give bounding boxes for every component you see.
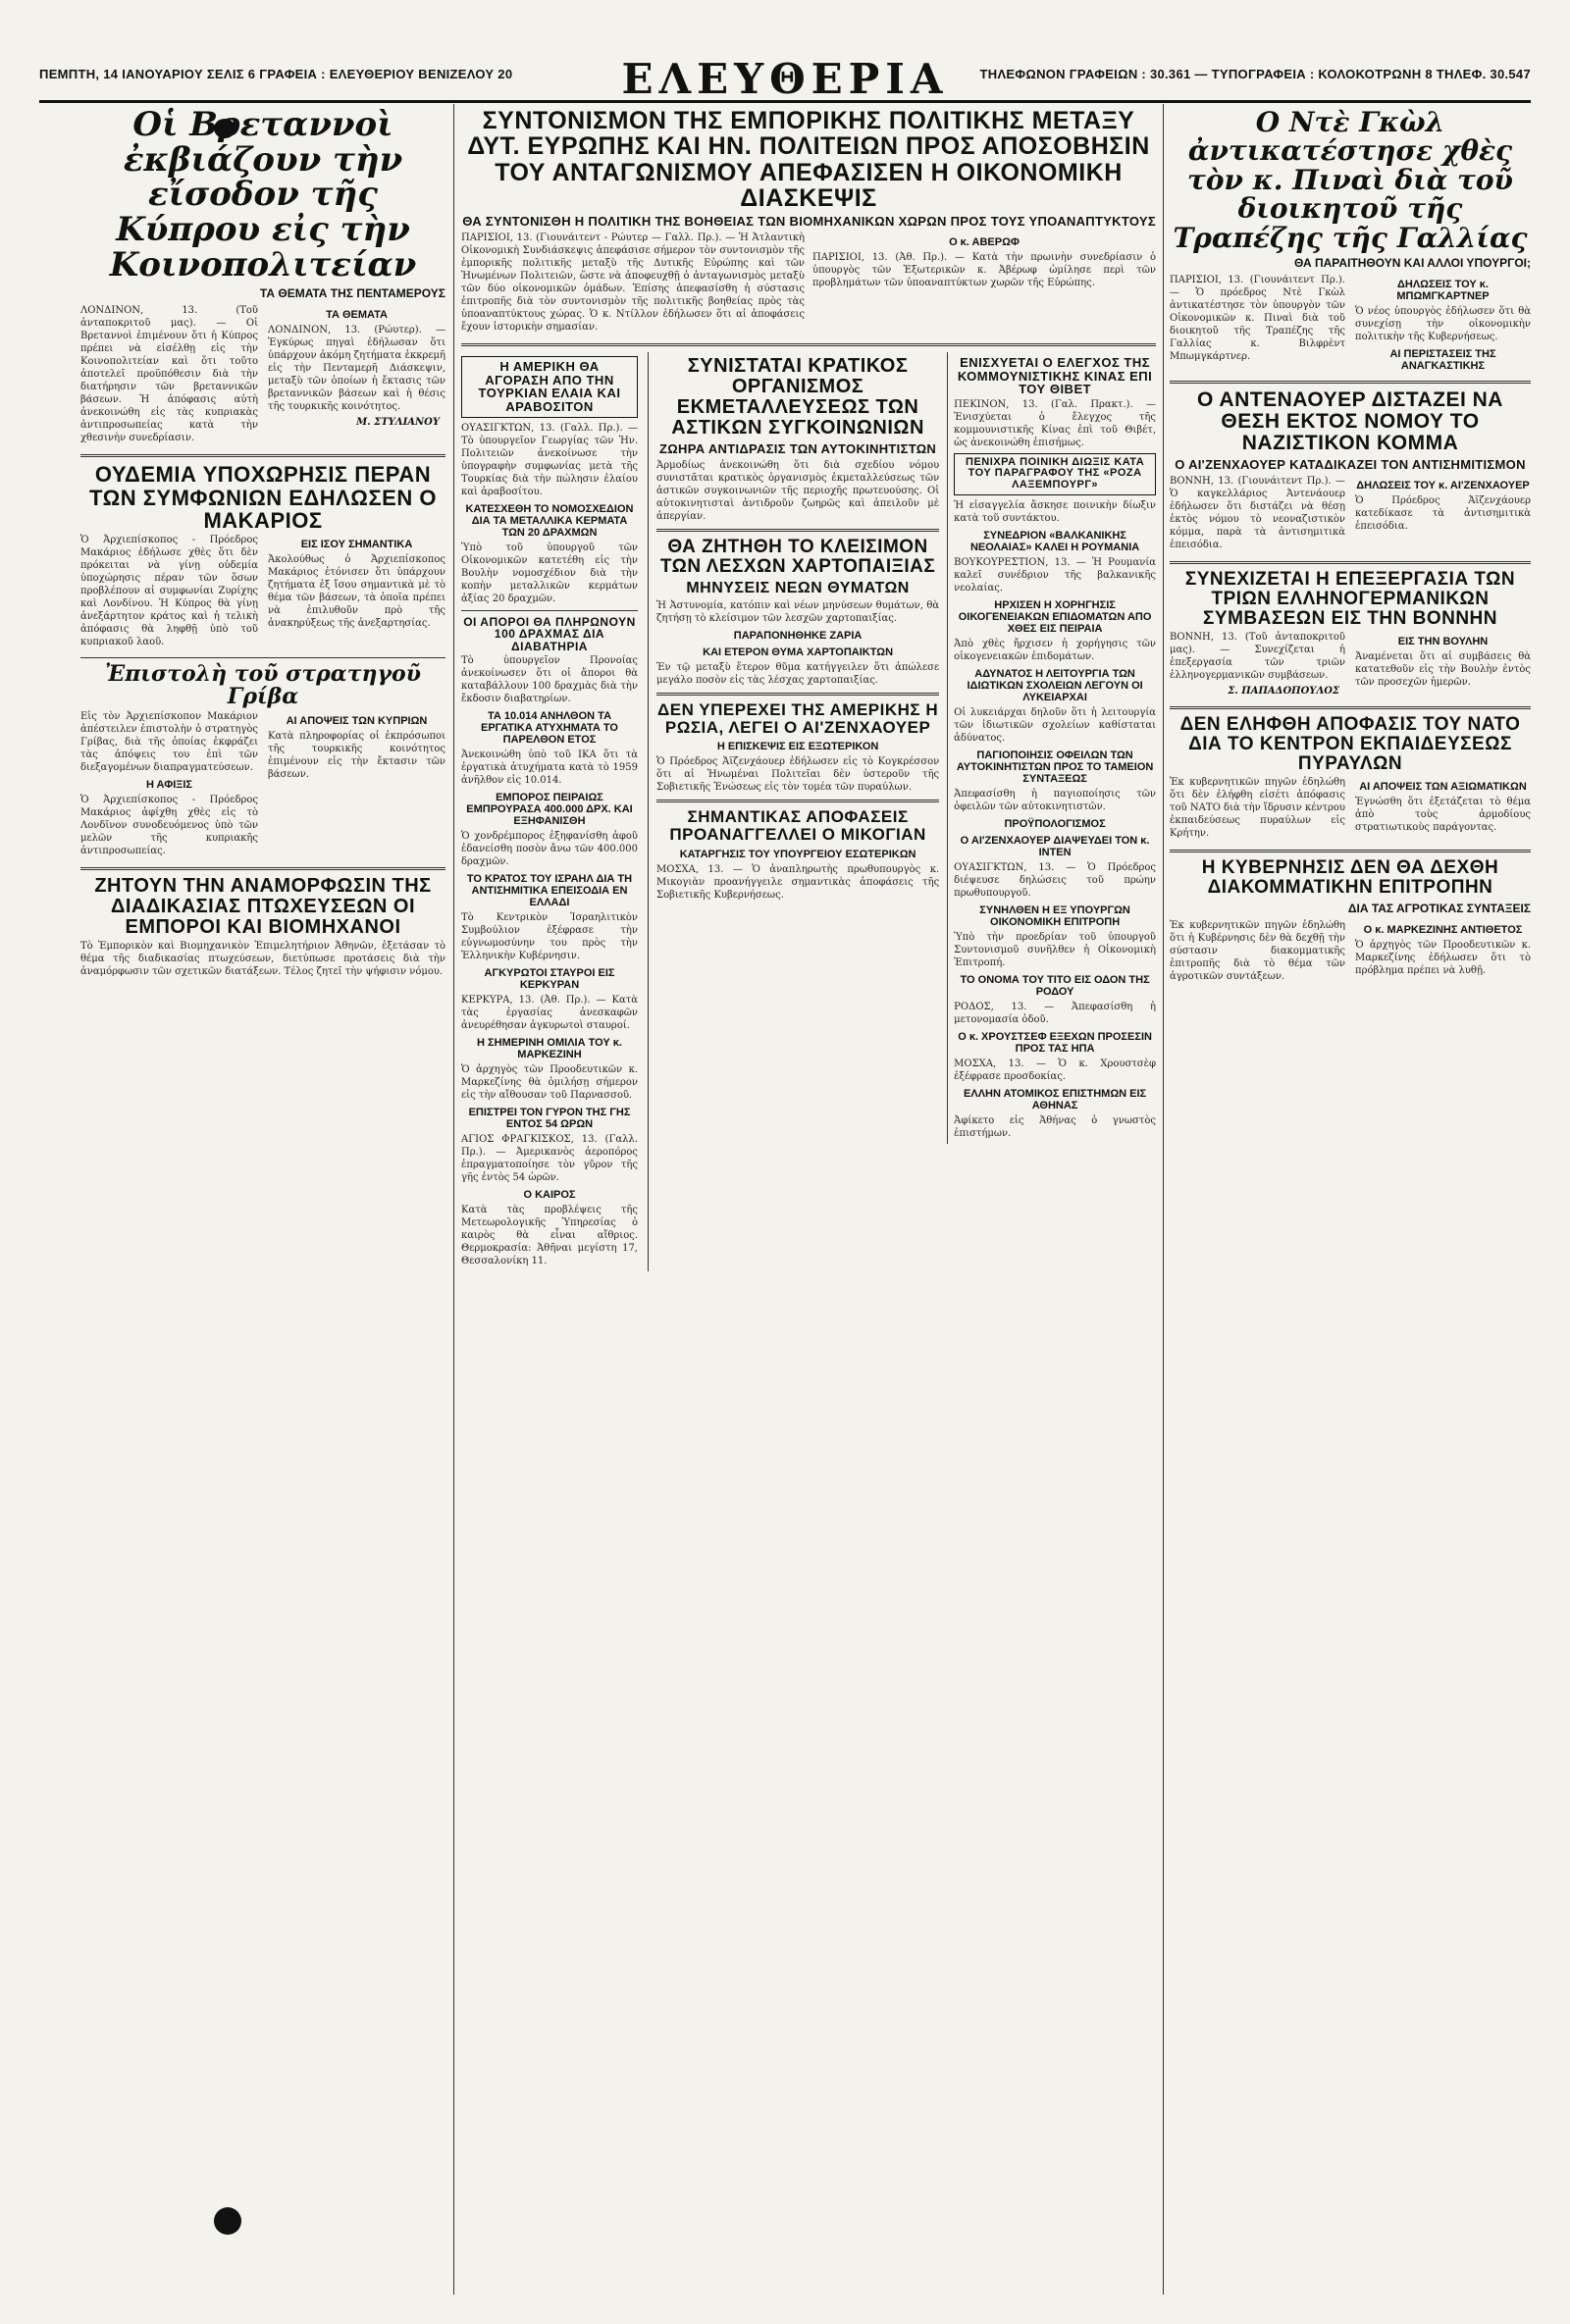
subhead-drivers: ΖΩΗΡΑ ΑΝΤΙΔΡΑΣΙΣ ΤΩΝ ΑΥΤΟΚΙΝΗΤΙΣΤΩΝ [659, 441, 937, 456]
article-makarios-body [80, 534, 445, 652]
subheading: ΤΟ ΚΡΑΤΟΣ ΤΟΥ ΙΣΡΑΗΛ ΔΙΑ ΤΗ ΑΝΤΙΣΗΜΙΤΙΚΑ ΕΠΕΙΣΟΔΙΑ ΕΝ ΕΛΛΑΔΙ [466, 873, 633, 909]
subhead-ministers: ΘΑ ΠΑΡΑΙΤΗΘΟΥΝ ΚΑΙ ΑΛΛΟΙ ΥΠΟΥΡΓΟΙ; [1293, 255, 1531, 270]
subheading: Ο κ. ΑΒΕΡΩΦ [949, 236, 1020, 248]
paragraph: Τὸ Κεντρικὸν Ἰσραηλιτικὸν Συμβούλιον ἐξέφρασε τὴν εὐγνωμοσύνην του πρὸς τὴν Ἑλληνικὴν Κυβέρνησιν. [461, 912, 638, 962]
paragraph: Ἀφίκετο εἰς Ἀθήνας ὁ γνωστὸς ἐπιστήμων. [954, 1114, 1156, 1139]
headline-adenauer: Ο ΑΝΤΕΝΑΟΥΕΡ ΔΙΣΤΑΖΕΙ ΝΑ ΘΕΣΗ ΕΚΤΟΣ ΝΟΜΟΥ ΤΟ ΝΑΖΙΣΤΙΚΟΝ ΚΟΜΜΑ [1197, 387, 1503, 455]
paragraph: Ὁ ἀρχηγὸς τῶν Προοδευτικῶν κ. Μαρκεζίνης θὰ ὁμιλήσῃ σήμερον εἰς τὴν αἴθουσαν τοῦ Παρνασσοῦ. [461, 1064, 638, 1102]
article-de-gaulle-body [1170, 274, 1531, 375]
subheading: Ο ΚΑΙΡΟΣ [523, 1189, 576, 1202]
paragraph: ΡΟΔΟΣ, 13. — Ἀπεφασίσθη ἡ μετονομασία ὁδοῦ. [954, 1001, 1156, 1025]
paragraph: Τὸ ὑπουργεῖον Προνοίας ἀνεκοίνωσεν ὅτι οἱ ἄποροι θὰ καταβάλλουν 100 δραχμὰς διὰ τὴν ἔκδοσιν διαβατηρίων. [461, 655, 638, 705]
paragraph: Ὑπὸ τὴν προεδρίαν τοῦ ὑπουργοῦ Συντονισμοῦ συνῆλθεν ἡ Οἰκονομικὴ Ἐπιτροπή. [954, 931, 1156, 968]
headline-cross-party-committee: Η ΚΥΒΕΡΝΗΣΙΣ ΔΕΝ ΘΑ ΔΕΧΘΗ ΔΙΑΚΟΜΜΑΤΙΚΗΝ ΕΠΙΤΡΟΠΗΝ [1201, 856, 1499, 898]
subheading: ΣΥΝΗΛΘΕΝ Η ΕΞ ΥΠΟΥΡΓΩΝ ΟΙΚΟΝΟΜΙΚΗ ΕΠΙΤΡΟΠΗ [979, 904, 1130, 928]
paragraph: Ἀκολούθως ὁ Ἀρχιεπίσκοπος Μακάριος ἐτόνισεν ὅτι ὑπάρχουν ζητήματα ἐξ ἴσου σημαντικὰ μὲ τὸ θέμα τῶν βάσεων, τὰ ὁποῖα πρέπει νὰ ἐπιλυθοῦν πρὸ τῆς ἀνακηρύξεως τῆς ἀνεξαρτησίας. [268, 553, 445, 629]
center-column [461, 104, 1156, 2295]
column-divider [453, 104, 454, 2295]
subheading: ΤΑ ΘΕΜΑΤΑ [326, 309, 388, 322]
byline: Σ. ΠΑΠΑΔΟΠΟΥΛΟΣ [1228, 685, 1339, 697]
paragraph: ΒΟΝΝΗ, 13. (Τοῦ ἀνταποκριτοῦ μας). — Συνεχίζεται ἡ ἐπεξεργασία τῶν τριῶν ἑλληνογερμανικῶν συμβάσεων. [1170, 631, 1345, 681]
subheading: ΔΗΛΩΣΕΙΣ ΤΟΥ κ. ΜΠΩΜΓΚΑΡΤΝΕΡ [1396, 278, 1490, 302]
article-agreements-body [1170, 631, 1531, 700]
headline-cyprus: Οἱ Βρεταννοὶ ἐκβιάζουν τὴν εἴσοδον τῆς Κύπρου εἰς τὴν Κοινοπολιτείαν [109, 105, 417, 284]
article-nato-body [1170, 776, 1531, 844]
paragraph: Ἀναμένεται ὅτι αἱ συμβάσεις θὰ κατατεθοῦν εἰς τὴν Βουλὴν ἐντὸς τῶν προσεχῶν ἡμερῶν. [1355, 650, 1531, 688]
headline-bankruptcy: ΖΗΤΟΥΝ ΤΗΝ ΑΝΑΜΟΡΦΩΣΙΝ ΤΗΣ ΔΙΑΔΙΚΑΣΙΑΣ ΠΤΩΧΕΥΣΕΩΝ ΟΙ ΕΜΠΟΡΟΙ ΚΑΙ ΒΙΟΜΗΧΑΝΟΙ [94, 874, 432, 938]
separator [656, 529, 939, 532]
paragraph: Κατὰ πληροφορίας οἱ ἐκπρόσωποι τῆς τουρκικῆς κοινότητος ἐπιμένουν εἰς τὴν ἔκτασιν τῶν βάσεων. [268, 730, 445, 780]
paragraph: Κατὰ τὰς προβλέψεις τῆς Μετεωρολογικῆς Ὑπηρεσίας ὁ καιρὸς θὰ εἶναι αἴθριος. Θερμοκρασία: Ἀθῆναι μεγίστη 17, Θεσσαλονίκη 11. [461, 1205, 638, 1267]
separator [656, 693, 939, 696]
paragraph: ΜΟΣΧΑ, 13. — Ὁ ἀναπληρωτὴς πρωθυπουργὸς κ. Μικογιὰν προανήγγειλε σημαντικὰς ἀποφάσεις τῆς Σοβιετικῆς Κυβερνήσεως. [656, 864, 940, 902]
paragraph: Εἰς τὸν Ἀρχιεπίσκοπον Μακάριον ἀπέστειλεν ἐπιστολὴν ὁ στρατηγὸς Γρίβας, διὰ τῆς ὁποίας ἐκφράζει τὰς ἀπόψεις του ἐπὶ τῶν διεξαγομένων διαπραγματεύσεων. [80, 710, 258, 773]
paragraph: Ὁ Πρόεδρος Ἀϊζενχάουερ κατεδίκασε τὰ ἀντισημιτικὰ ἐπεισόδια. [1355, 495, 1531, 533]
subheading: Ο ΑΙ'ΖΕΝΧΑΟΥΕΡ ΔΙΑΨΕΥΔΕΙ ΤΟΝ κ. ΙΝΤΕΝ [960, 834, 1150, 858]
separator [1170, 381, 1531, 384]
masthead-rule [39, 100, 1531, 103]
paragraph: Ἐγνώσθη ὅτι ἐξετάζεται τὸ θέμα ἀπὸ τοὺς ἀρμοδίους στρατιωτικοὺς παράγοντας. [1355, 796, 1531, 833]
paragraph: Ἐκ κυβερνητικῶν πηγῶν ἐδηλώθη ὅτι δὲν ἐλήφθη εἰσέτι ἀπόφασις τοῦ ΝΑΤΟ διὰ τὴν ἵδρυσιν κέντρου ἐκπαιδεύσεως πυραύλων εἰς Κρήτην. [1170, 776, 1345, 839]
paragraph: ΛΟΝΔΙΝΟΝ, 13. (Τοῦ ἀνταποκριτοῦ μας). — Οἱ Βρεταννοὶ ἐπιμένουν ὅτι ἡ Κύπρος πρέπει νὰ εἰσέλθῃ εἰς τὴν Κοινοπολιτείαν καὶ ὅτι τοῦτο ἀποτελεῖ προϋπόθεσιν διὰ τὴν διατήρησιν τῶν βρεταννικῶν βάσεων. Ἡ ἀπόφασις αὐτὴ ἀνεκοινώθη εἰς τὰς κυπριακὰς ἀντιπροσωπείας κατὰ τὴν χθεσινὴν συνεδρίασιν. [80, 305, 258, 444]
paragraph: Οἱ λυκειάρχαι δηλοῦν ὅτι ἡ λειτουργία τῶν ἰδιωτικῶν σχολείων καθίσταται ἀδύνατος. [954, 706, 1156, 744]
paragraph: Ὁ Ἀρχιεπίσκοπος - Πρόεδρος Μακάριος ἐδήλωσε χθὲς ὅτι δὲν πρόκειται νὰ γίνῃ οὐδεμία ὑποχώρησις πέραν τῶν ὅσων προβλέπουν αἱ συμφωνίαι Ζυρίχης καὶ Λονδίνου. Ἡ Κύπρος θὰ γίνῃ ἀνεξάρτητον κράτος καὶ ἡ τελικὴ ἀπόφασις θὰ ληφθῇ ὑπὸ τοῦ κυπριακοῦ λαοῦ. [80, 534, 258, 647]
subheading: ΕΠΙΣΤΡΕΙ ΤΟΝ ΓΥΡΟΝ ΤΗΣ ΓΗΣ ΕΝΤΟΣ 54 ΩΡΩΝ [468, 1107, 631, 1131]
article-committee-body [1170, 919, 1531, 987]
separator [80, 867, 445, 870]
paragraph: Ἐν τῷ μεταξὺ ἕτερον θῦμα κατήγγειλεν ὅτι ἀπώλεσε μεγάλο ποσὸν εἰς τὰς λέσχας χαρτοπαιξίας. [656, 661, 940, 686]
paragraph: ΜΟΣΧΑ, 13. — Ὁ κ. Χρουστσὲφ ἐξέφρασε προσδοκίας. [954, 1058, 1156, 1082]
headline-rosa: ΠΕΝΙΧΡΑ ΠΟΙΝΙΚΗ ΔΙΩΞΙΣ ΚΑΤΑ ΤΟΥ ΠΑΡΑΓΡΑΦΟΥ ΤΗΣ «ΡΟΖΑ ΛΑΞΕΜΠΟΥΡΓ» [954, 453, 1156, 495]
subheading: ΑΙ ΑΠΟΨΕΙΣ ΤΩΝ ΚΥΠΡΙΩΝ [286, 714, 428, 727]
separator [461, 610, 638, 611]
masthead-phones: ΤΗΛΕΦΩΝΟΝ ΓΡΑΦΕΙΩΝ : 30.361 — ΤΥΠΟΓΡΑΦΕΙΑ : ΚΟΛΟΚΟΤΡΩΝΗ 8 ΤΗΛΕΦ. 30.547 [979, 67, 1531, 81]
paragraph: Ἀρμοδίως ἀνεκοινώθη ὅτι διὰ σχεδίου νόμου συνιστᾶται κρατικὸς ὀργανισμὸς ἐκμεταλλεύσεως τῶν ἀστικῶν συγκοινωνιῶν τῆς περιοχῆς πρωτευούσης. Οἱ αὐτοκινητισταὶ ἀντιδροῦν ζωηρῶς καὶ ἀπειλοῦν μὲ ἀπεργίαν. [656, 460, 940, 522]
headline-de-gaulle: Ο Ντὲ Γκὼλ ἀντικατέστησε χθὲς τὸν κ. Πιναὶ διὰ τοῦ διοικητοῦ τῆς Τραπέζης τῆς Γαλλίας [1173, 106, 1528, 254]
subheading: ΠΡΟΫΠΟΛΟΓΙΣΜΟΣ [1004, 817, 1106, 830]
center-main-right [947, 352, 1156, 1144]
paragraph: ΟΥΑΣΙΓΚΤΩΝ, 13. — Ὁ Πρόεδρος διέψευσε δηλώσεις τοῦ πρώην πρωθυπουργοῦ. [954, 861, 1156, 899]
paragraph: ΒΟΝΝΗ, 13. (Γιουνάιτεντ Πρ.). — Ὁ καγκελλάριος Ἀντενάουερ ἐδήλωσεν ὅτι διστάζει νὰ θέσῃ ἐκτὸς νόμου τὸ νεοναζιστικὸν κόμμα, παρὰ τὰ ἀντισημιτικὰ ἐπεισόδια. [1170, 476, 1345, 551]
separator [461, 343, 1156, 346]
paragraph: Τὸ Ἐμπορικὸν καὶ Βιομηχανικὸν Ἐπιμελητήριον Ἀθηνῶν, ἐξετάσαν τὸ θέμα τῆς διαδικασίας πτωχεύσεων, διετύπωσε προτάσεις διὰ τὴν ἀναμόρφωσιν τῶν σχετικῶν διατάξεων. Τέλος ζητεῖ τὴν ψήφισιν νόμου. [80, 940, 445, 977]
paragraph: Ἀπεφασίσθη ἡ παγιοποίησις τῶν ὀφειλῶν τῶν αὐτοκινητιστῶν. [954, 788, 1156, 812]
center-sidebar [461, 352, 638, 1271]
subheading: ΕΙΣ ΙΣΟΥ ΣΗΜΑΝΤΙΚΑ [300, 538, 413, 550]
column-divider [1163, 104, 1164, 2295]
subheading: ΣΥΝΕΔΡΙΟΝ «ΒΑΛΚΑΝΙΚΗΣ ΝΕΟΛΑΙΑΣ» ΚΑΛΕΙ Η ΡΟΥΜΑΝΙΑ [969, 529, 1140, 553]
separator [1170, 706, 1531, 709]
subheading: ΚΑΙ ΕΤΕΡΟΝ ΘΥΜΑ ΧΑΡΤΟΠΑΙΚΤΩΝ [703, 646, 894, 658]
headline-gambling-clubs: ΘΑ ΖΗΤΗΘΗ ΤΟ ΚΛΕΙΣΙΜΟΝ ΤΩΝ ΛΕΣΧΩΝ ΧΑΡΤΟΠΑΙΞΙΑΣ [659, 537, 936, 577]
center-main-left [656, 352, 939, 1144]
paragraph: ΠΑΡΙΣΙΟΙ, 13. (Γιουνάιτεντ - Ρώυτερ — Γαλλ. Πρ.). — Ἡ Ἀτλαντικὴ Οἰκονομικὴ Συνδιάσκεψις ἀπεφάσισε σήμερον τὸν συντονισμὸν τῆς ἐμπορικῆς πολιτικῆς μεταξὺ τῆς Δυτικῆς Εὐρώπης καὶ τῶν Ἡνωμένων Πολιτειῶν, ὥστε νὰ ἀποφευχθῇ ὁ ἀνταγωνισμὸς μεταξὺ τῶν δύο οἰκονομικῶν ὁμάδων. Ἐπίσης ἀπεφασίσθη ἡ σύστασις ἐπιτροπῆς διὰ τὸν συντονισμὸν τῆς πολιτικῆς βοηθείας πρὸς τὰς ὑποαναπτύκτους χώρας. Ὁ κ. Ντίλλον ἐδήλωσεν ὅτι αἱ ἀποφάσεις ἔχουν ἱστορικὴν σημασίαν. [461, 232, 805, 333]
left-column [80, 104, 445, 2295]
paragraph: ΠΕΚΙΝΟΝ, 13. (Γαλ. Πρακτ.). — Ἐνισχύεται ὁ ἔλεγχος τῆς κομμουνιστικῆς Κίνας ἐπὶ τοῦ Θιβέτ, ὡς ἀνεκοινώθη ἐπισήμως. [954, 398, 1156, 448]
paragraph: ΑΓΙΟΣ ΦΡΑΓΚΙΣΚΟΣ, 13. (Γαλλ. Πρ.). — Ἀμερικανὸς ἀεροπόρος ἐπραγματοποίησε τὸν γῦρον τῆς γῆς ἐντὸς 54 ὡρῶν. [461, 1134, 638, 1184]
paragraph: Ἡ Ἀστυνομία, κατόπιν καὶ νέων μηνύσεων θυμάτων, θὰ ζητήσῃ τὸ κλείσιμον τῶν λεσχῶν χαρτοπαιξίας. [656, 599, 940, 624]
subheading: Ο κ. ΧΡΟΥΣΤΣΕΦ ΕΞΕΧΩΝ ΠΡΟΣΕΣΙΝ ΠΡΟΣ ΤΑΣ ΗΠΑ [958, 1030, 1152, 1055]
paragraph: Ὁ ἀρχηγὸς τῶν Προοδευτικῶν κ. Μαρκεζίνης ἐδήλωσεν ὅτι τὸ πρόβλημα πρέπει νὰ λυθῇ. [1355, 939, 1531, 976]
subheading: ΠΑΓΙΟΠΟΙΗΣΙΣ ΟΦΕΙΛΩΝ ΤΩΝ ΑΥΤΟΚΙΝΗΤΙΣΤΩΝ ΠΡΟΣ ΤΟ ΤΑΜΕΙΟΝ ΣΥΝΤΑΞΕΩΣ [956, 749, 1154, 785]
paragraph: Ἀνεκοινώθη ὑπὸ τοῦ ΙΚΑ ὅτι τὰ ἐργατικὰ ἀτυχήματα κατὰ τὸ 1959 ἀνῆλθον εἰς 10.014. [461, 749, 638, 787]
headline-tibet: ΕΝΙΣΧΥΕΤΑΙ Ο ΕΛΕΓΧΟΣ ΤΗΣ ΚΟΜΜΟΥΝΙΣΤΙΚΗΣ ΚΙΝΑΣ ΕΠΙ ΤΟΥ ΘΙΒΕΤ [957, 355, 1153, 397]
subheading: ΕΙΣ ΤΗΝ ΒΟΥΛΗΝ [1397, 635, 1489, 647]
separator [80, 454, 445, 457]
separator [1170, 561, 1531, 564]
article-grivas-body [80, 710, 445, 861]
center-main-area [648, 352, 1156, 1271]
subheading: Ο κ. ΜΑΡΚΕΖΙΝΗΣ ΑΝΤΙΘΕΤΟΣ [1363, 923, 1523, 936]
subheading: Η ΣΗΜΕΡΙΝΗ ΟΜΙΛΙΑ ΤΟΥ κ. ΜΑΡΚΕΖΙΝΗ [477, 1037, 622, 1061]
paragraph: Ἀπὸ χθὲς ἤρχισεν ἡ χορήγησις τῶν οἰκογενειακῶν ἐπιδομάτων. [954, 638, 1156, 662]
subheading: ΑΙ ΠΕΡΙΣΤΑΣΕΙΣ ΤΗΣ ΑΝΑΓΚΑΣΤΙΚΗΣ [1389, 347, 1496, 372]
headline-grivas: Ἐπιστολὴ τοῦ στρατηγοῦ Γρίβα [105, 660, 421, 709]
article-cyprus-body [80, 304, 445, 448]
masthead-date-line: ΠΕΜΠΤΗ, 14 ΙΑΝΟΥΑΡΙΟΥ ΣΕΛΙΣ 6 ΓΡΑΦΕΙΑ : ΕΛΕΥΘΕΡΙΟΥ ΒΕΝΙΖΕΛΟΥ 20 [39, 67, 513, 81]
subheading: ΔΗΛΩΣΕΙΣ ΤΟΥ κ. ΑΙ'ΖΕΝΧΑΟΥΕΡ [1356, 480, 1530, 492]
paragraph: ΚΕΡΚΥΡΑ, 13. (Ἀθ. Πρ.). — Κατὰ τὰς ἐργασίας ἀνεσκαφῶν ἀνευρέθησαν ἀγκυρωτοὶ σταυροί. [461, 995, 638, 1032]
subheading: ΤΟ ΟΝΟΜΑ ΤΟΥ ΤΙΤΟ ΕΙΣ ΟΔΟΝ ΤΗΣ ΡΟΔΟΥ [960, 973, 1150, 998]
headline-mikoyan: ΣΗΜΑΝΤΙΚΑΣ ΑΠΟΦΑΣΕΙΣ ΠΡΟΑΝΑΓΓΕΛΛΕΙ Ο ΜΙΚΟΓΙΑΝ [669, 807, 926, 845]
article-conference-body [461, 232, 1156, 337]
paragraph: Ὁ νέος ὑπουργὸς ἐδήλωσεν ὅτι θὰ συνεχίσῃ τὴν οἰκονομικὴν πολιτικὴν τῆς Κυβερνήσεως. [1355, 305, 1531, 342]
subhead-antisemitism: Ο ΑΙ'ΖΕΝΧΑΟΥΕΡ ΚΑΤΑΔΙΚΑΖΕΙ ΤΟΝ ΑΝΤΙΣΗΜΙΤΙΣΜΟΝ [1175, 457, 1526, 473]
subheading: ΑΔΥΝΑΤΟΣ Η ΛΕΙΤΟΥΡΓΙΑ ΤΩΝ ΙΔΙΩΤΙΚΩΝ ΣΧΟΛΕΙΩΝ ΛΕΓΟΥΝ ΟΙ ΛΥΚΕΙΑΡΧΑΙ [967, 667, 1143, 703]
headline-economic-conference: ΣΥΝΤΟΝΙΣΜΟΝ ΤΗΣ ΕΜΠΟΡΙΚΗΣ ΠΟΛΙΤΙΚΗΣ ΜΕΤΑΞΥ ΔΥΤ. ΕΥΡΩΠΗΣ ΚΑΙ ΗΝ. ΠΟΛΙΤΕΙΩΝ ΠΡΟΣ ΑΠΟΣΟΒΗΣΙΝ ΤΟΥ ΑΝΤΑΓΩΝΙΣΜΟΥ ΑΠΕΦΑΣΙΣΕΝ Η ΟΙΚΟΝΟΜΙΚΗ ΔΙΑΣΚΕΨΙΣ [467, 107, 1150, 212]
subheading: ΠΑΡΑΠΟΝΗΘΗΚΕ ΖΑΡΙΑ [733, 629, 863, 642]
center-main-split [656, 352, 1156, 1144]
paragraph: Ὑπὸ τοῦ ὑπουργοῦ τῶν Οἰκονομικῶν κατετέθη εἰς τὴν Βουλὴν νομοσχέδιον διὰ τὴν κοπὴν μεταλλικῶν κερμάτων ἀξίας 20 δραχμῶν. [461, 542, 638, 604]
newspaper-title: ΕΛΕΥΘΕΡΙΑ [621, 55, 949, 103]
paragraph: ΟΥΑΣΙΓΚΤΩΝ, 13. (Γαλλ. Πρ.). — Τὸ ὑπουργεῖον Γεωργίας τῶν Ἡν. Πολιτειῶν ἀνεκοίνωσε τὴν ὑπογραφὴν συμφωνίας μετὰ τῆς Τουρκίας διὰ τὴν πώλησιν ἐλαίου καὶ ἀραβοσίτου. [461, 422, 638, 497]
paragraph: ΒΟΥΚΟΥΡΕΣΤΙΟΝ, 13. — Ἡ Ρουμανία καλεῖ συνέδριον τῆς βαλκανικῆς νεολαίας. [954, 556, 1156, 594]
subheading: ΑΓΚΥΡΩΤΟΙ ΣΤΑΥΡΟΙ ΕΙΣ ΚΕΡΚΥΡΑΝ [484, 967, 615, 992]
paragraph: Ὁ χονδρέμπορος ἐξηφανίσθη ἀφοῦ ἐδανείσθη ποσὸν ἄνω τῶν 400.000 δραχμῶν. [461, 831, 638, 868]
paragraph: ΛΟΝΔΙΝΟΝ, 13. (Ρώυτερ). — Ἐγκύρως πηγαὶ ἐδήλωσαν ὅτι ὑπάρχουν ἀκόμη ζητήματα ἐκκρεμῆ εἰς τὴν Πενταμερῆ Διάσκεψιν, μεταξὺ τῶν ὁποίων ἡ ἔκτασις τῶν βρεταννικῶν βάσεων καὶ ἡ θέσις τῆς τουρκικῆς κοινότητος. [268, 325, 445, 413]
subheading: ΕΛΛΗΝ ΑΤΟΜΙΚΟΣ ΕΠΙΣΤΗΜΩΝ ΕΙΣ ΑΘΗΝΑΣ [964, 1087, 1147, 1111]
paragraph: Ἡ εἰσαγγελία ἄσκησε ποινικὴν δίωξιν κατὰ τοῦ συντάκτου. [954, 499, 1156, 524]
subhead-pensions: ΔΙΑ ΤΑΣ ΑΓΡΟΤΙΚΑΣ ΣΥΝΤΑΞΕΙΣ [1347, 901, 1531, 915]
separator [80, 657, 445, 658]
headline-nato-missiles: ΔΕΝ ΕΛΗΦΘΗ ΑΠΟΦΑΣΙΣ ΤΟΥ ΝΑΤΟ ΔΙΑ ΤΟ ΚΕΝΤΡΟΝ ΕΚΠΑΙΔΕΥΣΕΩΣ ΠΥΡΑΥΛΩΝ [1179, 713, 1521, 774]
subheading: ΗΡΧΙΣΕΝ Η ΧΟΡΗΓΗΣΙΣ ΟΙΚΟΓΕΝΕΙΑΚΩΝ ΕΠΙΔΟΜΑΤΩΝ ΑΠΟ ΧΘΕΣ ΕΙΣ ΠΕΙΡΑΙΑ [958, 598, 1152, 635]
headline-us-turkey: Η ΑΜΕΡΙΚΗ ΘΑ ΑΓΟΡΑΣΗ ΑΠΟ ΤΗΝ ΤΟΥΡΚΙΑΝ ΕΛΑΙΑ ΚΑΙ ΑΡΑΒΟΣΙΤΟΝ [461, 356, 638, 418]
separator [656, 800, 939, 802]
right-column [1170, 104, 1531, 2295]
subheading: Η ΕΠΙΣΚΕΨΙΣ ΕΙΣ ΕΞΩΤΕΡΙΚΟΝ [716, 741, 879, 753]
subheading: ΤΑ 10.014 ΑΝΗΛΘΟΝ ΤΑ ΕΡΓΑΤΙΚΑ ΑΤΥΧΗΜΑΤΑ ΤΟ ΠΑΡΕΛΘΟΝ ΕΤΟΣ [481, 710, 618, 747]
article-adenauer-body [1170, 475, 1531, 555]
headline-makarios: ΟΥΔΕΜΙΑ ΥΠΟΧΩΡΗΣΙΣ ΠΕΡΑΝ ΤΩΝ ΣΥΜΦΩΝΙΩΝ ΕΔΗΛΩΣΕΝ Ο ΜΑΚΑΡΙΟΣ [89, 462, 437, 533]
subheading: ΑΙ ΑΠΟΨΕΙΣ ΤΩΝ ΑΞΙΩΜΑΤΙΚΩΝ [1359, 780, 1527, 793]
byline: Μ. ΣΤΥΛΙΑΝΟΥ [356, 417, 440, 429]
subheading: Η ΑΦΙΞΙΣ [145, 778, 193, 791]
center-lower-area [461, 352, 1156, 1271]
headline-eisenhower-russia: ΔΕΝ ΥΠΕΡΕΧΕΙ ΤΗΣ ΑΜΕΡΙΚΗΣ Η ΡΩΣΙΑ, ΛΕΓΕΙ Ο ΑΙ'ΖΕΝΧΑΟΥΕΡ [657, 699, 939, 737]
subheading: ΕΜΠΟΡΟΣ ΠΕΙΡΑΙΩΣ ΕΜΠΡΟΥΡΑΣΑ 400.000 ΔΡΧ. ΚΑΙ ΕΞΗΦΑΝΙΣΘΗ [466, 792, 633, 828]
subhead-pentameris: ΤΑ ΘΕΜΑΤΑ ΤΗΣ ΠΕΝΤΑΜΕΡΟΥΣ [259, 286, 445, 301]
subhead-aid-policy: ΘΑ ΣΥΝΤΟΝΙΣΘΗ Η ΠΟΛΙΤΙΚΗ ΤΗΣ ΒΟΗΘΕΙΑΣ ΤΩΝ ΒΙΟΜΗΧΑΝΙΚΩΝ ΧΩΡΩΝ ΠΡΟΣ ΤΟΥΣ ΥΠΟΑΝΑΠΤΥΚΤΟΥΣ [462, 214, 1156, 229]
separator [1170, 850, 1531, 852]
subhead-victims: ΜΗΝΥΣΕΙΣ ΝΕΩΝ ΘΥΜΑΤΩΝ [686, 579, 910, 596]
headline-greek-german-agreements: ΣΥΝΕΧΙΖΕΤΑΙ Η ΕΠΕΞΕΡΓΑΣΙΑ ΤΩΝ ΤΡΙΩΝ ΕΛΛΗΝΟΓΕΡΜΑΝΙΚΩΝ ΣΥΜΒΑΣΕΩΝ ΕΙΣ ΤΗΝ ΒΟΝΝΗΝ [1184, 569, 1516, 629]
paragraph: Ὁ Ἀρχιεπίσκοπος - Πρόεδρος Μακάριος ἀφίχθη χθὲς εἰς τὸ Λονδῖνον συνοδευόμενος ὑπὸ τῶν μελῶν τῆς κυπριακῆς ἀντιπροσωπείας. [80, 794, 258, 856]
masthead [39, 55, 1531, 103]
paragraph: Ὁ Πρόεδρος Ἀϊζενχάουερ ἐδήλωσεν εἰς τὸ Κογκρέσσον ὅτι αἱ Ἡνωμέναι Πολιτεῖαι δὲν ὑστεροῦν τῆς Σοβιετικῆς Ἑνώσεως εἰς τὸν τομέα τῶν πυραύλων. [656, 756, 940, 794]
paragraph: ΠΑΡΙΣΙΟΙ, 13. (Ἀθ. Πρ.). — Κατὰ τὴν πρωινὴν συνεδρίασιν ὁ ὑπουργὸς τῶν Ἐξωτερικῶν κ. Ἀβέρωφ ὡμίλησε περὶ τῶν προβλημάτων τῶν ὑποαναπτύκτων χωρῶν τῆς Εὐρώπης. [812, 252, 1156, 288]
paragraph: Ἐκ κυβερνητικῶν πηγῶν ἐδηλώθη ὅτι ἡ Κυβέρνησις δὲν θὰ δεχθῇ τὴν σύστασιν διακομματικῆς ἐπιτροπῆς διὰ τὸ θέμα τῶν ἀγροτικῶν συντάξεων. [1170, 919, 1345, 982]
headline-transport-org: ΣΥΝΙΣΤΑΤΑΙ ΚΡΑΤΙΚΟΣ ΟΡΓΑΝΙΣΜΟΣ ΕΚΜΕΤΑΛΛΕΥΣΕΩΣ ΤΩΝ ΑΣΤΙΚΩΝ ΣΥΓΚΟΙΝΩΝΙΩΝ [671, 355, 924, 439]
subheading: ΚΑΤΕΣΧΕΘΗ ΤΟ ΝΟΜΟΣΧΕΔΙΟΝ ΔΙΑ ΤΑ ΜΕΤΑΛΛΙΚΑ ΚΕΡΜΑΤΑ ΤΩΝ 20 ΔΡΑΧΜΩΝ [465, 502, 634, 539]
paragraph: ΠΑΡΙΣΙΟΙ, 13. (Γιουνάιτεντ Πρ.). — Ὁ πρόεδρος Ντὲ Γκὼλ ἀντικατέστησε τὸν ὑπουργὸν τῶν Οἰκονομικῶν κ. Πιναὶ διὰ τοῦ διοικητοῦ τῆς Τραπέζης τῆς Γαλλίας κ. Βιλφρὲντ Μπωμγκάρτνερ. [1170, 274, 1345, 362]
headline-poor-passports: ΟΙ ΑΠΟΡΟΙ ΘΑ ΠΛΗΡΩΝΟΥΝ 100 ΔΡΑΧΜΑΣ ΔΙΑ ΔΙΑΒΑΤΗΡΙΑ [463, 614, 636, 653]
subheading: ΚΑΤΑΡΓΗΣΙΣ ΤΟΥ ΥΠΟΥΡΓΕΙΟΥ ΕΣΩΤΕΡΙΚΩΝ [679, 849, 916, 861]
